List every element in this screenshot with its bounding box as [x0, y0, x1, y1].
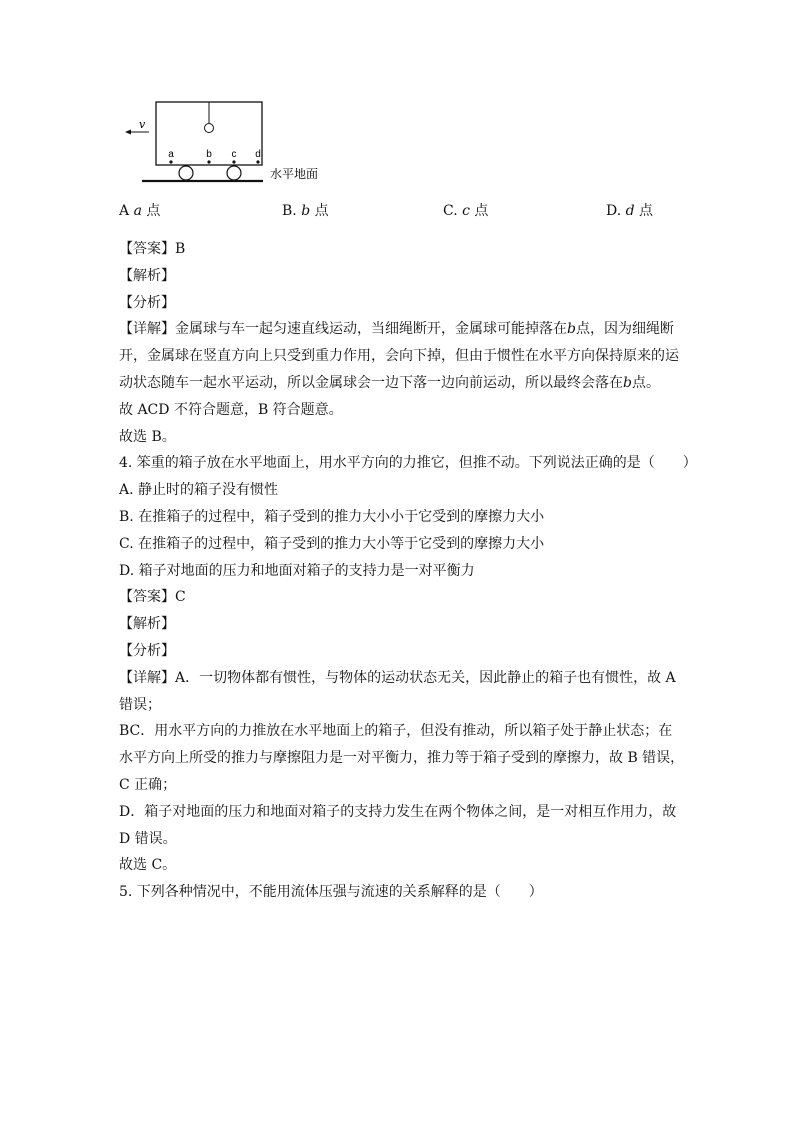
velocity-label: v: [139, 118, 146, 131]
point-c-label: c: [231, 149, 237, 160]
q3-options: [119, 200, 679, 220]
q4-question: 4. 笨重的箱子放在水平地面上，用水平方向的力推它，但推不动。下列说法正确的是（ ）: [119, 455, 697, 472]
q3-detail-line-1: 【详解】金属球与车一起匀速直线运动，当细绳断开，金属球可能掉落在b点，因为细绳断: [119, 321, 674, 338]
q3-option-d: D. d 点: [606, 203, 654, 219]
q4-detail-bc-line-2: 水平方向上所受的推力与摩擦阻力是一对平衡力，推力等于箱子受到的摩擦力，故 B 错误，: [119, 750, 685, 767]
q4-jiexi: 【解析】: [119, 616, 175, 633]
point-b-label: b: [206, 149, 212, 160]
q3-detail-line-4: 故 ACD 不符合题意，B 符合题意。: [119, 401, 343, 418]
wheel-left: [179, 166, 193, 180]
q3-jiexi: 【解析】: [119, 267, 175, 284]
q4-detail-d-line-2: D 错误。: [119, 830, 177, 847]
q4-detail-a-line-2: 错误；: [119, 696, 161, 713]
q3-option-a: A a 点: [119, 203, 161, 219]
point-a-label: a: [168, 149, 174, 160]
q4-choose: 故选 C。: [119, 857, 177, 874]
document-body: [119, 236, 697, 906]
point-d-dot: [256, 160, 259, 163]
point-c-dot: [232, 160, 235, 163]
ground-label: 水平地面: [270, 167, 319, 181]
q3-fenxi: 【分析】: [119, 294, 175, 311]
q4-option-a: A. 静止时的箱子没有惯性: [119, 482, 279, 499]
metal-ball: [205, 124, 214, 133]
q4-detail-a-line-1: 【详解】A．一切物体都有惯性，与物体的运动状态无关，因此静止的箱子也有惯性，故 A: [119, 669, 676, 686]
q4-option-b: B. 在推箱子的过程中，箱子受到的推力大小小于它受到的摩擦力大小: [119, 508, 545, 525]
point-b-dot: [207, 160, 210, 163]
q3-answer: 【答案】B: [119, 241, 186, 257]
q4-detail-d-line-1: D．箱子对地面的压力和地面对箱子的支持力发生在两个物体之间，是一对相互作用力，故: [119, 803, 677, 820]
q4-option-c: C. 在推箱子的过程中，箱子受到的推力大小等于它受到的摩擦力大小: [119, 535, 545, 552]
cart-diagram: [120, 95, 340, 190]
q5-question: 5. 下列各种情况中，不能用流体压强与流速的关系解释的是（ ）: [119, 884, 543, 901]
point-a-dot: [169, 160, 172, 163]
q4-detail-bc-line-3: C 正确；: [119, 776, 177, 793]
point-d-label: d: [255, 149, 261, 160]
q3-choose: 故选 B。: [119, 428, 176, 445]
q3-detail-line-2: 开，金属球在竖直方向上只受到重力作用，会向下掉，但由于惯性在水平方向保持原来的运: [119, 348, 679, 365]
q4-detail-bc-line-1: BC．用水平方向的力推放在水平地面上的箱子，但没有推动，所以箱子处于静止状态；在: [119, 723, 673, 740]
arrow-head-icon: [125, 130, 131, 135]
wheel-right: [227, 166, 241, 180]
q3-detail-line-3: 动状态随车一起水平运动，所以金属球会一边下落一边向前运动，所以最终会落在b点。: [119, 374, 660, 391]
q4-answer: 【答案】C: [119, 589, 186, 606]
q4-option-d: D. 箱子对地面的压力和地面对箱子的支持力是一对平衡力: [119, 562, 475, 579]
q4-fenxi: 【分析】: [119, 642, 175, 659]
q3-option-b: B. b 点: [282, 203, 329, 219]
q3-option-c: C. c 点: [443, 203, 489, 219]
